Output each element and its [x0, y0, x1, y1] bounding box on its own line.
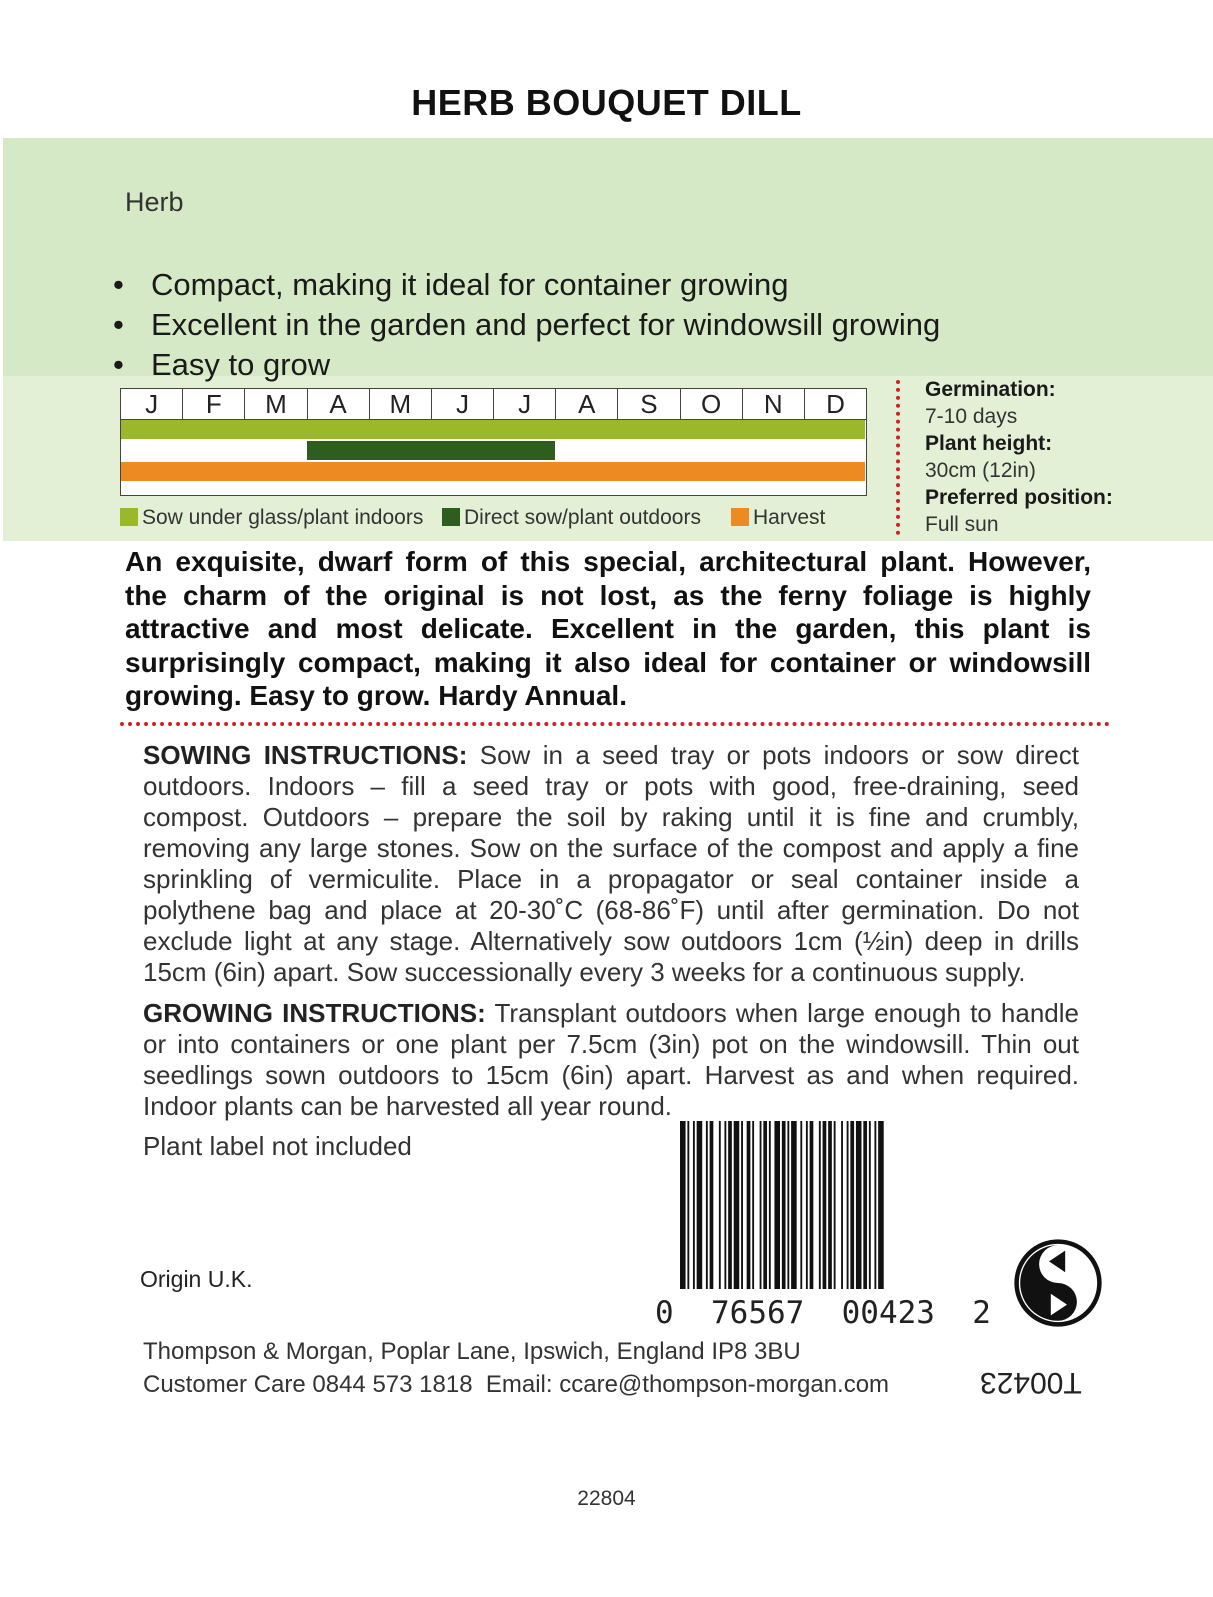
month-cell: O — [680, 389, 742, 419]
print-code: 22804 — [577, 1487, 636, 1510]
bar-direct-sow — [307, 441, 555, 460]
green-dot-recycle-icon — [1013, 1238, 1103, 1328]
month-cell: J — [431, 389, 493, 419]
barcode-bar — [823, 1121, 827, 1289]
barcode-image — [680, 1121, 980, 1301]
barcode-bar — [706, 1121, 708, 1289]
barcode-bar — [863, 1121, 867, 1289]
barcode-bar — [850, 1121, 854, 1289]
month-cell: M — [244, 389, 306, 419]
calendar-months — [121, 389, 866, 420]
barcode-bar — [734, 1121, 740, 1289]
category-label: Herb — [125, 187, 184, 217]
legend-swatch — [120, 508, 138, 526]
feature-item: • Compact, making it ideal for container growing — [113, 267, 789, 302]
growing-info — [925, 376, 1113, 538]
barcode-bar — [828, 1121, 832, 1289]
month-cell: A — [307, 389, 369, 419]
growing-instructions — [143, 998, 1079, 1122]
sowing-heading: SOWING INSTRUCTIONS: — [143, 740, 468, 770]
barcode-bar — [693, 1121, 695, 1289]
barcode-bar — [760, 1121, 762, 1289]
barcode-bar — [782, 1121, 786, 1289]
bar-sow-indoors — [121, 420, 865, 439]
barcode-bar — [697, 1121, 703, 1289]
barcode-bar — [819, 1121, 821, 1289]
legend-direct-sow: Direct sow/plant outdoors — [442, 506, 701, 530]
barcode-bar — [847, 1121, 849, 1289]
sowing-text: Sow in a seed tray or pots indoors or sow direct outdoors. Indoors – fill a seed tray or pots with good, free-draining, seed compost. Outdoors – prepare the soil by raking until it is fine and crumbly, removing any large stones. Sow on the surface of the compost and apply a fine sprinkling of vermiculite. Place in a propagator or seal container inside a polythene bag and place at 20-30˚C (68-86˚F) until after germination. Do not exclude light at any stage. Alternatively sow outdoors 1cm (½in) deep in drills 15cm (6in) apart. Sow successionally every 3 weeks for a continuous supply. — [143, 740, 1079, 987]
month-cell: J — [145, 389, 159, 419]
bar-harvest — [121, 462, 865, 481]
origin-label: Origin U.K. — [140, 1266, 253, 1292]
barcode-bar — [810, 1121, 814, 1289]
product-description: An exquisite, dwarf form of this special, architectural plant. However, the charm of the original is not lost, as the ferny foliage is highly attractive and most delicate. Excellent in the garden, this plant is surprisingly compact, making it also ideal for container or windowsill growing. Easy to grow. Hardy Annual. — [125, 546, 1091, 711]
sowing-instructions — [143, 740, 1079, 988]
barcode-bar — [719, 1121, 721, 1289]
month-cell: J — [493, 389, 555, 419]
barcode-bar — [856, 1121, 862, 1289]
calendar-legend — [120, 506, 860, 534]
feature-text: Easy to grow — [151, 347, 331, 382]
barcode-bar — [800, 1121, 802, 1289]
legend-swatch — [731, 508, 749, 526]
barcode-bar — [680, 1121, 686, 1289]
month-cell: D — [804, 389, 866, 419]
month-cell: S — [617, 389, 679, 419]
feature-text: Compact, making it ideal for container growing — [151, 267, 789, 302]
legend-sow-indoors: Sow under glass/plant indoors — [120, 506, 423, 530]
product-code: T00423 — [980, 1366, 1082, 1399]
growing-heading: GROWING INSTRUCTIONS: — [143, 998, 486, 1028]
barcode-bar — [747, 1121, 751, 1289]
barcode-bar — [869, 1121, 871, 1289]
plant-label-note: Plant label not included — [143, 1131, 412, 1161]
feature-item: • Excellent in the garden and perfect for windowsill growing — [113, 307, 941, 342]
dotted-separator — [120, 722, 1110, 726]
germination-label: Germination: — [925, 378, 1056, 401]
legend-swatch — [442, 508, 460, 526]
germination-value: 7-10 days — [925, 405, 1018, 428]
dotted-divider — [896, 380, 900, 535]
month-cell: A — [555, 389, 617, 419]
page-title: HERB BOUQUET DILL — [411, 82, 802, 123]
feature-list — [113, 265, 940, 385]
customer-care: Customer Care 0844 573 1818 Email: ccare@thompson-morgan.com — [143, 1371, 890, 1398]
barcode-number: 0 76567 00423 2 — [655, 1295, 991, 1331]
sowing-calendar — [120, 388, 867, 496]
month-cell: N — [742, 389, 804, 419]
company-address: Thompson & Morgan, Poplar Lane, Ipswich, England IP8 3BU — [143, 1338, 801, 1365]
barcode-bar — [752, 1121, 754, 1289]
barcode-bar — [878, 1121, 884, 1289]
barcode-bar — [841, 1121, 843, 1289]
feature-text: Excellent in the garden and perfect for windowsill growing — [151, 307, 941, 342]
barcode-bar — [763, 1121, 767, 1289]
barcode-bar — [724, 1121, 726, 1289]
position-value: Full sun — [925, 513, 999, 536]
barcode-bar — [774, 1121, 780, 1289]
legend-harvest: Harvest — [731, 506, 825, 530]
barcode-bar — [787, 1121, 789, 1289]
month-cell: F — [182, 389, 244, 419]
barcode-bar — [874, 1121, 876, 1289]
barcode-bar — [806, 1121, 808, 1289]
feature-item: • Easy to grow — [113, 347, 331, 382]
barcode-bar — [791, 1121, 797, 1289]
barcode-bar — [710, 1121, 714, 1289]
month-cell: M — [369, 389, 431, 419]
height-label: Plant height: — [925, 432, 1053, 455]
position-label: Preferred position: — [925, 486, 1113, 509]
barcode-bar — [834, 1121, 836, 1289]
barcode-bar — [769, 1121, 771, 1289]
barcode-bar — [741, 1121, 743, 1289]
barcode-bar — [687, 1121, 689, 1289]
height-value: 30cm (12in) — [925, 459, 1036, 482]
growing-text: Transplant outdoors when large enough to handle or into containers or one plant per 7.5cm (3in) pot on the windowsill. Thin out seedlings sown outdoors to 15cm (6in) apart. Harvest as and when required. Indoor plants can be harvested all year round. — [143, 998, 1079, 1121]
barcode-bar — [728, 1121, 732, 1289]
